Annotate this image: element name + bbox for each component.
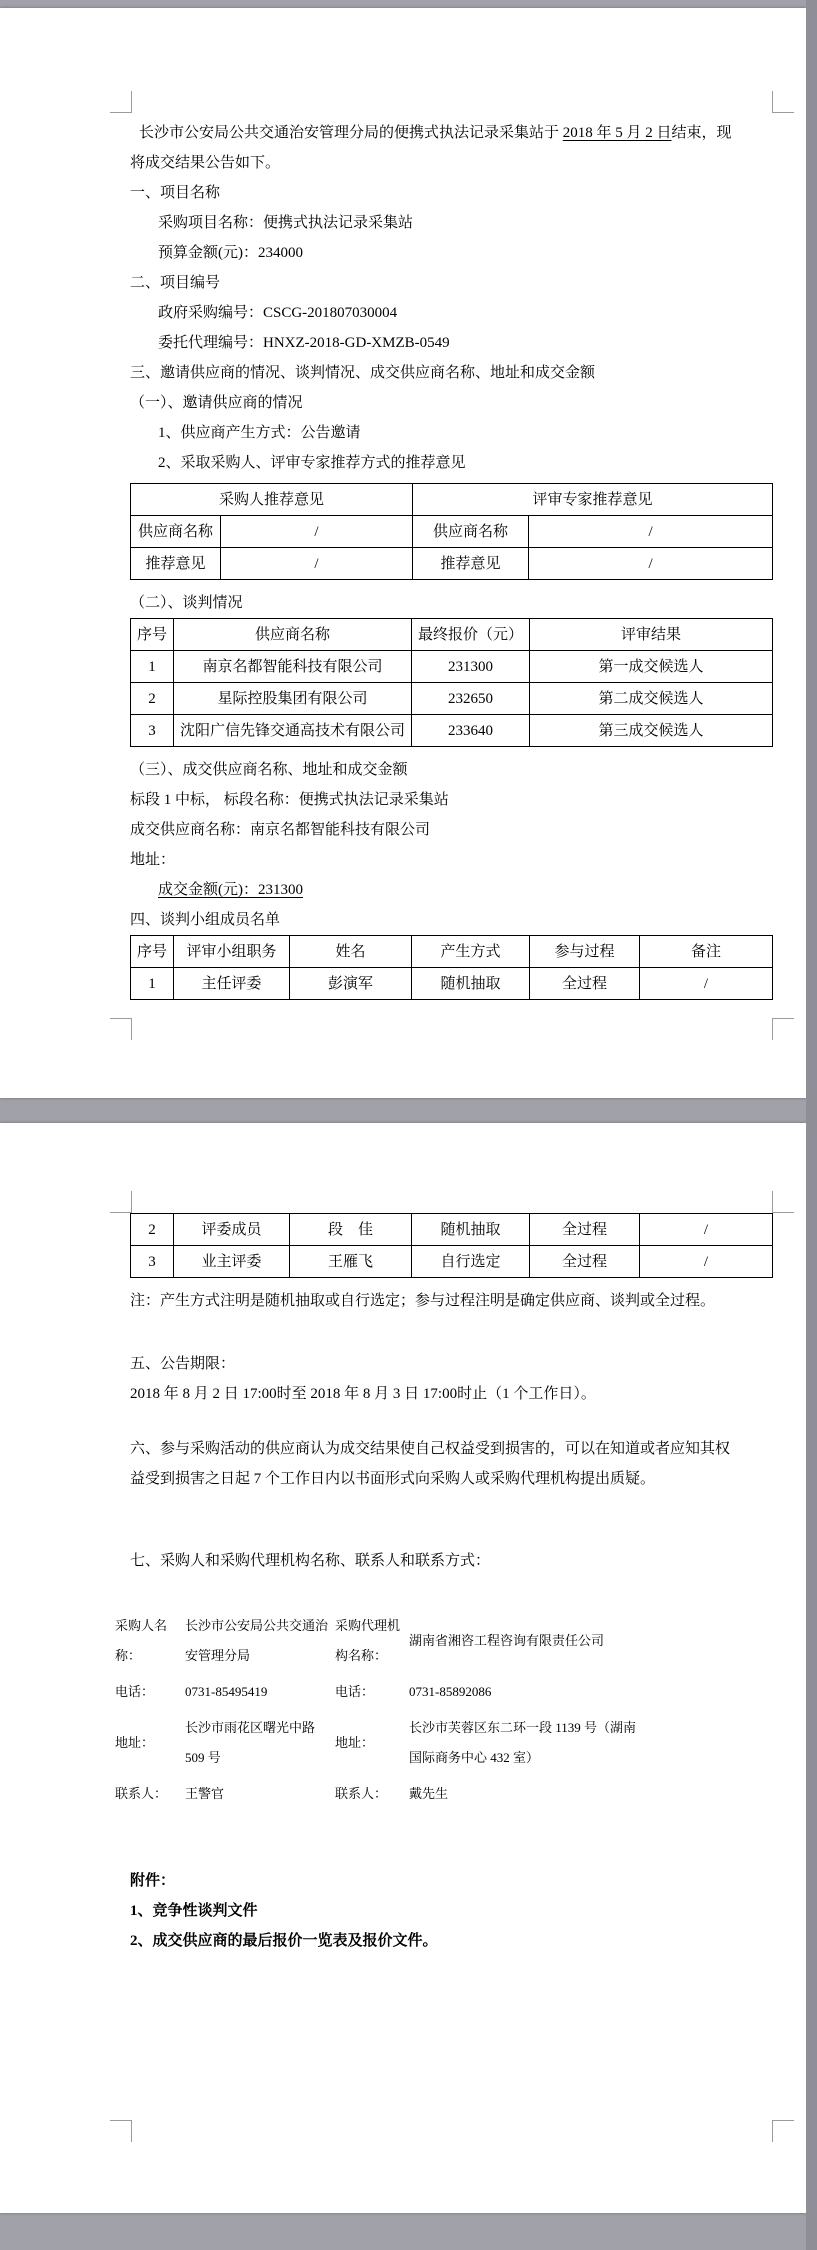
intro-lead: 长沙市公安局公共交通治安管理分局的便携式执法记录采集站于 (139, 125, 563, 141)
table-header-cell: 评审小组职务 (174, 936, 290, 968)
table-cell: 随机抽取 (412, 968, 530, 1000)
table-cell: 南京名都智能科技有限公司 (174, 651, 412, 683)
purchaser-address-label (115, 1710, 185, 1776)
purchaser-contact-value (185, 1776, 335, 1812)
section3-heading: 三、邀请供应商的情况、谈判情况、成交供应商名称、地址和成交金额 (130, 365, 596, 381)
section6-line2: 益受到损害之日起 7 个工作日内以书面形式向采购人或采购代理机构提出质疑。 (130, 1471, 656, 1487)
table-cell: 推荐意见 (413, 548, 529, 580)
intro-tail: 结束，现 (671, 125, 732, 141)
table-cell: 随机抽取 (412, 1214, 530, 1246)
value-line: 0731-85892086 (409, 1684, 492, 1699)
section1-heading: 一、项目名称 (130, 185, 221, 201)
purchaser-name-value (185, 1608, 335, 1674)
table-header-cell: 产生方式 (412, 936, 530, 968)
value-line: 长沙市芙蓉区东二环一段 1139 号（湖南 (409, 1720, 637, 1735)
agency-code-line: 委托代理编号：HNXZ-2018-GD-XMZB-0549 (158, 335, 450, 351)
address-line: 地址： (130, 852, 176, 868)
purchaser-address-value (185, 1710, 335, 1776)
table-header-cell: 备注 (640, 936, 773, 968)
intro-paragraph (130, 118, 772, 178)
table-cell: 段 佳 (290, 1214, 412, 1246)
table-row (131, 651, 773, 683)
label-line: 电话： (115, 1684, 155, 1699)
lot-line: 标段 1 中标， 标段名称：便携式执法记录采集站 (130, 792, 449, 808)
table-cell: 推荐意见 (131, 548, 221, 580)
table-row (131, 1214, 773, 1246)
table-cell: 业主评委 (174, 1246, 290, 1278)
purchaser-phone-label (115, 1674, 185, 1710)
agency-name-value (409, 1608, 774, 1674)
table-cell: 全过程 (530, 1246, 640, 1278)
table-cell: 自行选定 (412, 1246, 530, 1278)
label-line: 电话： (335, 1684, 375, 1699)
purchaser-name-label (115, 1608, 185, 1674)
label-line: 采购人名 (115, 1618, 168, 1633)
recommendation-table (130, 483, 773, 580)
section7-heading: 七、采购人和采购代理机构名称、联系人和联系方式： (130, 1553, 491, 1569)
table-row (131, 715, 773, 747)
purchaser-contact-label (115, 1776, 185, 1812)
table-cell: 3 (131, 715, 174, 747)
label-line: 地址： (335, 1735, 375, 1750)
table-cell: 星际控股集团有限公司 (174, 683, 412, 715)
table-cell: 232650 (412, 683, 530, 715)
table-cell: 3 (131, 1246, 174, 1278)
table-cell: 供应商名称 (131, 516, 221, 548)
section2-heading: 二、项目编号 (130, 275, 221, 291)
label-line: 采购代理机 (335, 1618, 401, 1633)
announcement-period-line: 2018 年 8 月 2 日 17:00时至 2018 年 8 月 3 日 17:00时止（1 个工作日）。 (130, 1386, 596, 1402)
panel-members-table-page1 (130, 935, 773, 1000)
contact-row (115, 1776, 774, 1812)
value-line: 湖南省湘咨工程咨询有限责任公司 (409, 1633, 605, 1648)
contact-row (115, 1608, 774, 1674)
value-line: 安管理分局 (185, 1648, 251, 1663)
table-row (131, 1246, 773, 1278)
attachment-item-1: 1、竞争性谈判文件 (130, 1903, 258, 1919)
table-cell: / (221, 516, 413, 548)
intro-line2: 将成交结果公告如下。 (130, 155, 281, 171)
project-name-line: 采购项目名称：便携式执法记录采集站 (158, 215, 414, 231)
panel-members-table-page2 (130, 1213, 773, 1278)
table-cell: 1 (131, 651, 174, 683)
agency-name-label (335, 1608, 409, 1674)
agency-phone-label (335, 1674, 409, 1710)
table-cell: 第三成交候选人 (530, 715, 773, 747)
value-line: 509 号 (185, 1750, 221, 1765)
table-cell: 主任评委 (174, 968, 290, 1000)
table-header-cell: 序号 (131, 936, 174, 968)
sub1-heading: （一）、邀请供应商的情况 (130, 395, 303, 411)
agency-phone-value (409, 1674, 774, 1710)
table-header-cell: 评审专家推荐意见 (413, 484, 773, 516)
agency-address-label (335, 1710, 409, 1776)
agency-contact-value (409, 1776, 774, 1812)
table-header-cell: 最终报价（元） (412, 619, 530, 651)
table-header-cell: 序号 (131, 619, 174, 651)
attachments-heading: 附件： (130, 1873, 176, 1889)
attachment-item-2: 2、成交供应商的最后报价一览表及报价文件。 (130, 1933, 438, 1949)
table-row (131, 683, 773, 715)
label-line: 联系人： (335, 1786, 388, 1801)
table-cell: 彭演军 (290, 968, 412, 1000)
table-cell: 评委成员 (174, 1214, 290, 1246)
budget-line: 预算金额(元)：234000 (158, 245, 303, 261)
table-cell: 第二成交候选人 (530, 683, 773, 715)
table-row (131, 936, 773, 968)
table-header-cell: 评审结果 (530, 619, 773, 651)
table-row (131, 484, 773, 516)
label-line: 地址： (115, 1735, 155, 1750)
table-cell: 1 (131, 968, 174, 1000)
value-line: 长沙市公安局公共交通治 (185, 1618, 329, 1633)
table-cell: 2 (131, 683, 174, 715)
table-cell: / (640, 1246, 773, 1278)
table-cell: / (529, 516, 773, 548)
table-cell: / (529, 548, 773, 580)
gov-code-line: 政府采购编号：CSCG-201807030004 (158, 305, 398, 321)
table-header-cell: 供应商名称 (174, 619, 412, 651)
label-line: 构名称： (335, 1648, 388, 1663)
agency-contact-label (335, 1776, 409, 1812)
contact-table (115, 1608, 774, 1812)
table-row (131, 516, 773, 548)
table-cell: 2 (131, 1214, 174, 1246)
table-cell: / (221, 548, 413, 580)
page1-content (0, 8, 806, 1098)
supplier-method-line: 1、供应商产生方式：公告邀请 (158, 425, 361, 441)
amount-underlined: 成交金额(元)：231300 (158, 882, 303, 898)
table-cell: / (640, 1214, 773, 1246)
panel-table-note: 注：产生方式注明是随机抽取或自行选定；参与过程注明是确定供应商、谈判或全过程。 (130, 1293, 716, 1309)
contact-row (115, 1710, 774, 1776)
label-line: 称： (115, 1648, 142, 1663)
table-cell: 沈阳广信先锋交通高技术有限公司 (174, 715, 412, 747)
document-page-2 (0, 1123, 806, 2213)
table-cell: 233640 (412, 715, 530, 747)
table-header-cell: 参与过程 (530, 936, 640, 968)
section5-heading: 五、公告期限： (130, 1356, 236, 1372)
table-cell: 供应商名称 (413, 516, 529, 548)
section6-paragraph (130, 1434, 772, 1494)
table-cell: 第一成交候选人 (530, 651, 773, 683)
value-line: 王警官 (185, 1786, 225, 1801)
value-line: 长沙市雨花区曙光中路 (185, 1720, 316, 1735)
table-row (131, 968, 773, 1000)
purchaser-phone-value (185, 1674, 335, 1710)
negotiation-table (130, 618, 773, 747)
amount-line (158, 875, 772, 905)
table-header-cell: 姓名 (290, 936, 412, 968)
table-cell: 全过程 (530, 968, 640, 1000)
value-line: 国际商务中心 432 室） (409, 1750, 540, 1765)
table-cell: 王雁飞 (290, 1246, 412, 1278)
window-right-gutter (806, 0, 817, 2250)
sub2-heading: （二）、谈判情况 (130, 595, 243, 611)
table-row (131, 619, 773, 651)
page2-content (0, 1123, 806, 2213)
label-line: 联系人： (115, 1786, 168, 1801)
document-page-1 (0, 8, 806, 1098)
table-cell: 全过程 (530, 1214, 640, 1246)
value-line: 戴先生 (409, 1786, 449, 1801)
table-cell: / (640, 968, 773, 1000)
table-header-cell: 采购人推荐意见 (131, 484, 413, 516)
intro-date-underlined: 2018 年 5 月 2 日 (562, 125, 672, 141)
table-row (131, 548, 773, 580)
table-cell: 231300 (412, 651, 530, 683)
winner-line: 成交供应商名称：南京名都智能科技有限公司 (130, 822, 431, 838)
agency-address-value (409, 1710, 774, 1776)
recommend-method-line: 2、采取采购人、评审专家推荐方式的推荐意见 (158, 455, 466, 471)
contact-row (115, 1674, 774, 1710)
section6-line1: 六、参与采购活动的供应商认为成交结果使自己权益受到损害的，可以在知道或者应知其权 (130, 1441, 731, 1457)
sub3-heading: （三）、成交供应商名称、地址和成交金额 (130, 762, 408, 778)
value-line: 0731-85495419 (185, 1684, 268, 1699)
section4-heading: 四、谈判小组成员名单 (130, 912, 281, 928)
